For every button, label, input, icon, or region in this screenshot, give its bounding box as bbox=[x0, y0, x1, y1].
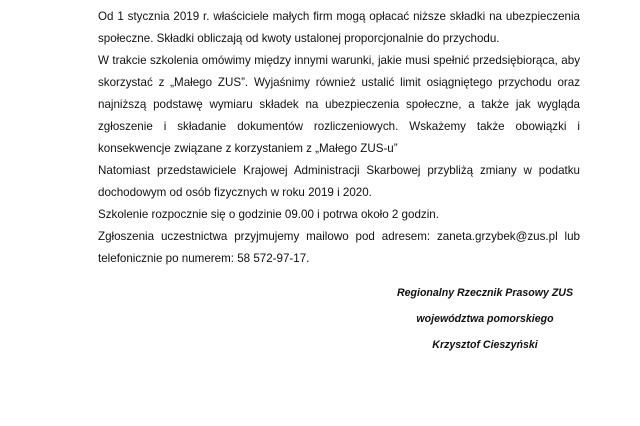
signature-name: Krzysztof Cieszyński bbox=[432, 339, 538, 351]
paragraph-registration: Zgłoszenia uczestnictwa przyjmujemy mailowo pod adresem: zaneta.grzybek@zus.pl lub telefonicznie po numerem: 58 572-97-17. bbox=[98, 230, 580, 265]
paragraph-kas: Natomiast przedstawiciele Krajowej Administracji Skarbowej przybliżą zmiany w podatku dochodowym od osób fizycznych w roku 2019 i 2020. bbox=[98, 164, 580, 199]
signature-region: województwa pomorskiego bbox=[416, 313, 554, 325]
paragraph-intro: Od 1 stycznia 2019 r. właściciele małych firm mogą opłacać niższe składki na ubezpieczenia społeczne. Składki obliczają od kwoty ustalonej proporcjonalnie do przychodu. bbox=[98, 10, 580, 45]
body-text bbox=[98, 6, 580, 270]
signature-title: Regionalny Rzecznik Prasowy ZUS bbox=[396, 287, 574, 299]
paragraph-start-time: Szkolenie rozpocznie się o godzinie 09.00 i potrwa około 2 godzin. bbox=[98, 208, 439, 221]
paragraph-training-scope: W trakcie szkolenia omówimy między innymi warunki, jakie musi spełnić przedsiębiorąca, aby skorzystać z „Małego ZUS”. Wyjaśnimy również ustalić limit osiągniętego przychodu oraz najniższą podstawę wymiaru składek na ubezpieczenia społeczne, a także jak wygląda zgłoszenie i składanie dokumentów rozliczeniowych. Wskażemy także obowiązki i konsekwencje związane z korzystaniem z „Małego ZUS-u” bbox=[98, 54, 580, 155]
